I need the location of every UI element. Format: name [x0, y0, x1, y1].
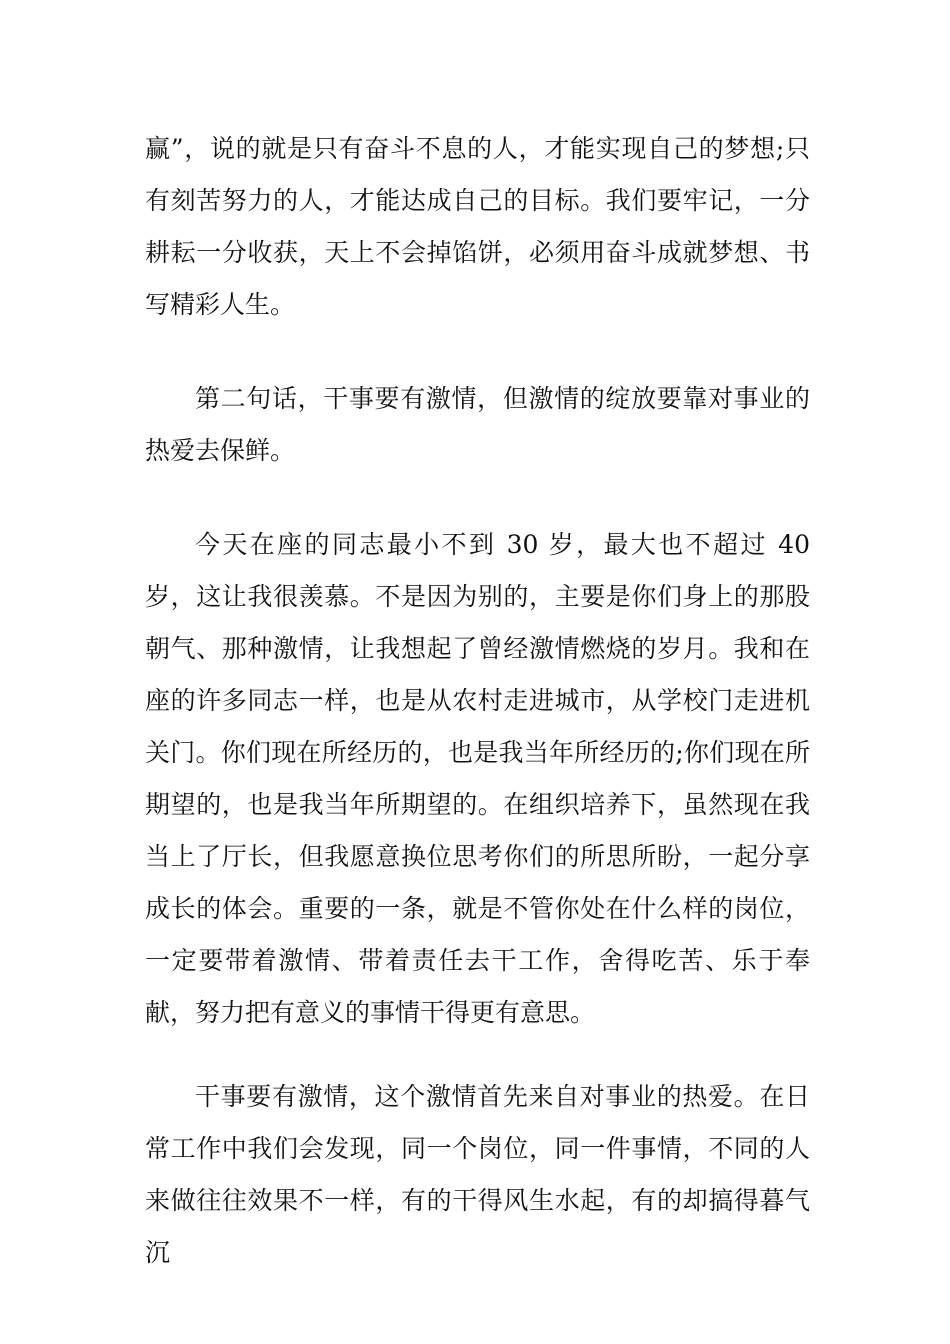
paragraph-second-point: 第二句话，干事要有激情，但激情的绽放要靠对事业的热爱去保鲜。: [145, 384, 810, 465]
paragraph-passion-source: 干事要有激情，这个激情首先来自对事业的热爱。在日常工作中我们会发现，同一个岗位，同一件事情，不同的人来做往往效果不一样，有的干得风生水起，有的却搞得暮气沉: [145, 1082, 810, 1267]
paragraph-continuation: 赢”，说的就是只有奋斗不息的人，才能实现自己的梦想;只有刻苦努力的人，才能达成自己的目标。我们要牢记，一分耕耘一分收获，天上不会掉馅饼，必须用奋斗成就梦想、书写精彩人生。: [145, 134, 810, 319]
paragraph-personal-experience: 今天在座的同志最小不到 30 岁，最大也不超过 40 岁，这让我很羡慕。不是因为别的，主要是你们身上的那股朝气、那种激情，让我想起了曾经激情燃烧的岁月。我和在座的许多同志一样，也是从农村走进城市，从学校门走进机关门。你们现在所经历的，也是我当年所经历的;你们现在所期望的，也是我当年所期望的。在组织培养下，虽然现在我当上了厅长，但我愿意换位思考你们的所思所盼，一起分享成长的体会。重要的一条，就是不管你处在什么样的岗位，一定要带着激情、带着责任去干工作，舍得吃苦、乐于奉献，努力把有意义的事情干得更有意思。: [145, 530, 810, 1027]
